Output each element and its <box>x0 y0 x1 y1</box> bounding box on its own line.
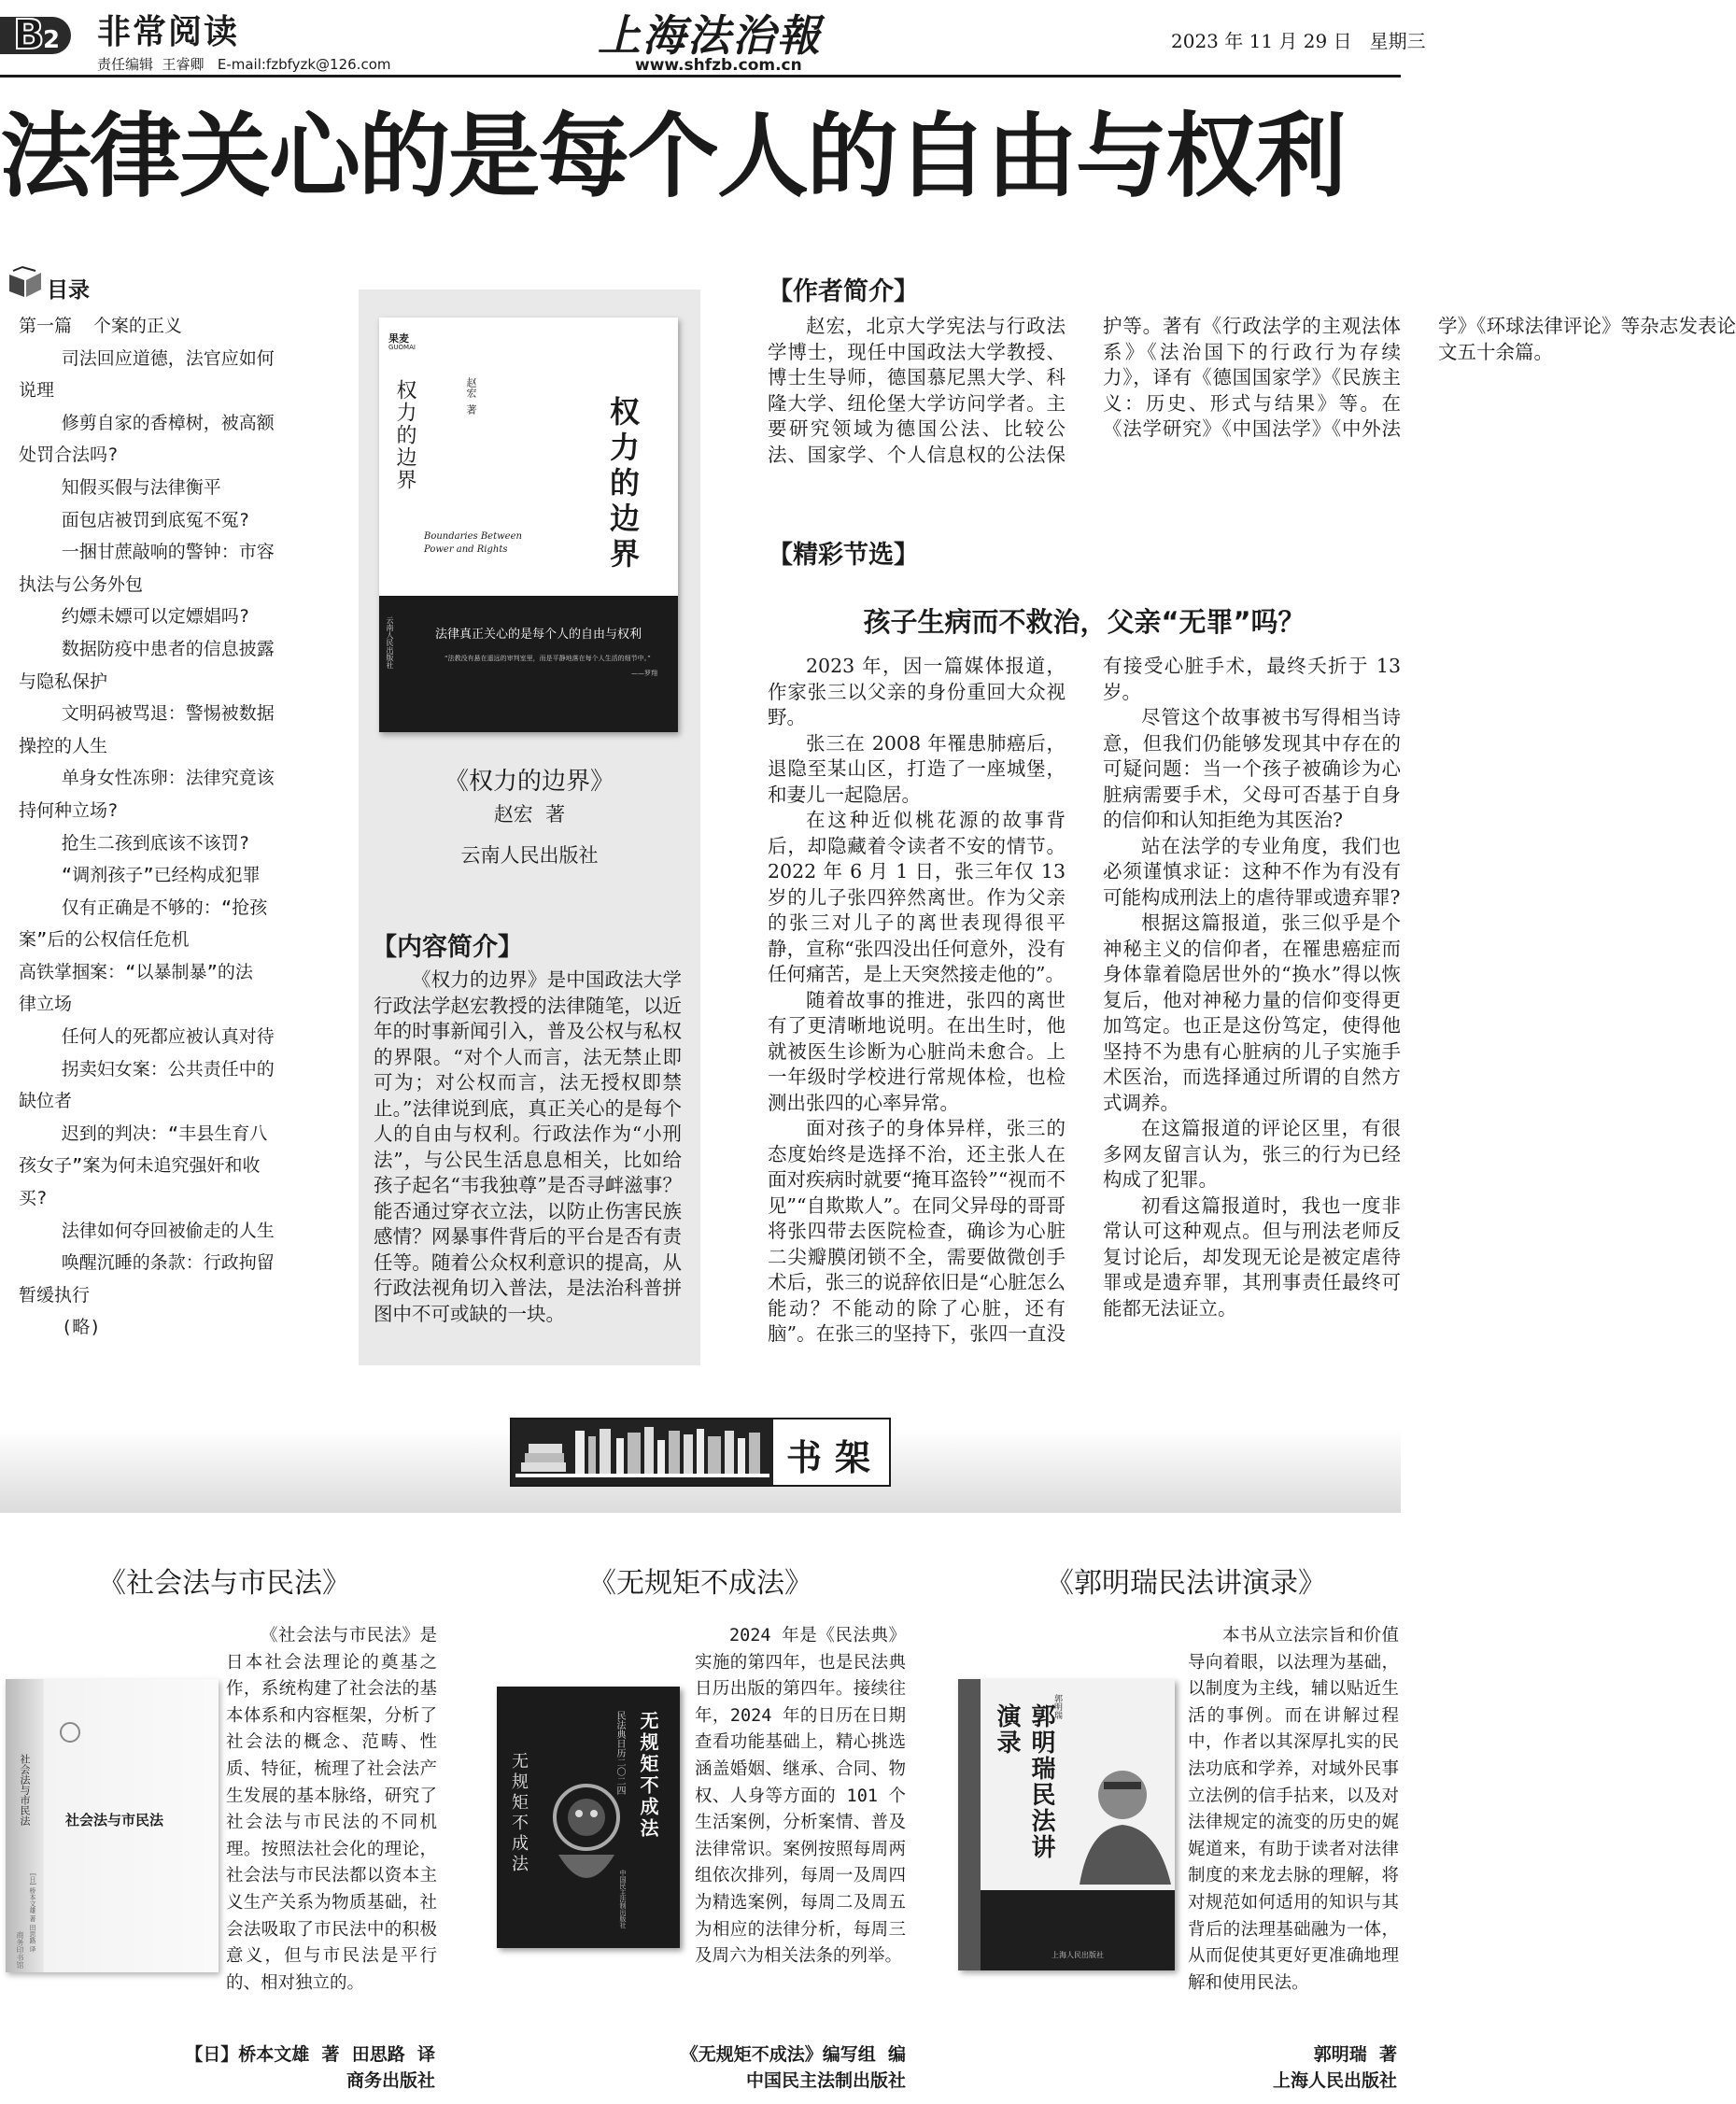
shelf-book-2-credit <box>560 2041 906 2094</box>
cover-band-publisher: 云南人民出版社 <box>386 616 394 669</box>
author-intro-text: 赵宏，北京大学宪法与行政法学博士，现任中国政法大学教授、博士生导师，德国慕尼黑大学、科隆大学、纽伦堡大学访问学者。主要研究领域为德国公法、比较公法、国家学、个人信息权的公法保护等。著有《行政法学的主观法体系》《法治国下的行政行为存续力》，译有《德国国家学》《民族主义：历史、形式与结果》等。在《法学研究》《中国法学》《中外法学》《环球法律评论》等杂志发表论文五十余篇。 <box>768 315 1736 466</box>
cover-english: Boundaries Between Power and Rights <box>424 531 522 555</box>
cover-title-vertical: 权力的边界 <box>605 396 641 573</box>
toc-entry: 修剪自家的香樟树，被高额 <box>19 412 275 433</box>
headline: 法律关心的是每个人的自由与权利 <box>0 104 1346 210</box>
shelf-book-3-portrait <box>1061 1744 1173 1885</box>
cover-spine-title: 权力的边界 <box>393 379 416 491</box>
shelf-book-2-paragraph: 2024 年是《民法典》实施的第四年，也是民法典日历出版的第四年。接续往年，2024 年的日历在日期查看功能基础上，精心挑选涵盖婚姻、继承、合同、物权、人身等方面的 101 个生活案例，分析案情、普及法律常识。案例按照每周两组依次排列，每周一及周四为精选案例，每周二及周五为相应的法律分析，每周三及周六为相关法条的列举。 <box>695 1626 906 1967</box>
shelf-book-1-credit-author: 【日】桥本文雄 著 田思路 译 <box>185 2044 435 2065</box>
toc-entry: 说理 <box>19 380 55 402</box>
toc-entry: 唤醒沉睡的条款：行政拘留 <box>19 1252 275 1274</box>
cover-black-band <box>379 596 678 732</box>
toc-heading: 目录 <box>47 278 90 303</box>
author-intro-heading: 【作者简介】 <box>768 277 919 306</box>
badge-number: 2 <box>43 26 61 54</box>
shelf-book-2-spine-title: 无规矩不成法 <box>509 1752 529 1875</box>
badge-letter: B <box>13 11 45 59</box>
shelf-book-3-cover-title: 郭明瑞民法讲演录 <box>993 1703 1055 1860</box>
shelf-book-1-credit-publisher: 商务出版社 <box>346 2070 435 2091</box>
excerpt-paragraph: 张三在 2008 年罹患肺癌后，退隐至某山区，打造了一座城堡，和妻儿一起隐居。 <box>768 731 1066 806</box>
toc-entry: 第一篇 个案的正义 <box>19 316 182 336</box>
intro-text: 《权力的边界》是中国政法大学行政法学赵宏教授的法律随笔，以近年的时事新闻引入，普及公权与私权的界限。“对个人而言，法无禁止即可为；对公权而言，法无授权即禁止。”法律说到底，真正关心的是每个人的自由与权利。行政法作为“小刑法”，与公民生活息息相关，比如给孩子起名“韦我独尊”是否寻衅滋事？能否通过穿衣立法，以防止伤害民族感情？网暴事件背后的平台是否有责任等。随着公众权利意识的提高，从行政法视角切入普法，是法治科普拼图中不可或缺的一块。 <box>374 968 682 1325</box>
toc-entry: 缺位者 <box>19 1091 73 1112</box>
shelf-book-2-cover-subtitle: 民法典日历二〇二四 <box>614 1711 625 1795</box>
cover-publisher-mark: 果麦 <box>388 332 409 345</box>
cover-quote-by: ——罗翔 <box>631 670 657 677</box>
toc-entry: 案”后的公权信任危机 <box>19 929 190 951</box>
shelf-book-1-cover-author: [日] 桥本文雄 著 田思路 译 <box>29 1873 36 1953</box>
toc-column <box>0 263 291 1365</box>
toc-entry: 高铁掌掴案：“以暴制暴”的法 <box>19 961 253 982</box>
shelf-book-3-title: 《郭明瑞民法讲演录》 <box>1046 1567 1326 1600</box>
excerpt-paragraph: 随着故事的推进，张四的离世有了更清晰地说明。在出生时，他就被医生诊断为心脏尚未愈合。上一年级时学校进行常规体检，也检测出张四的心率异常。 <box>768 988 1066 1114</box>
shelf-book-1-paragraph: 《社会法与市民法》是日本社会法理论的奠基之作，系统构建了社会法的基本体系和内容框架，分析了社会法的概念、范畴、性质、特征，梳理了社会法产生发展的基本脉络，研究了社会法与市民法的不同机理。按照法社会化的理论，社会法与市民法都以资本主义生产关系为物质基础，社会法吸取了市民法中的积极意义，但与市民法是平行的、相对独立的。 <box>226 1626 437 1993</box>
toc-entry: 处罚合法吗? <box>19 445 119 466</box>
shelf-book-1-title: 《社会法与市民法》 <box>98 1567 350 1600</box>
issue-date: 2023 年 11 月 29 日 星期三 <box>1171 30 1426 52</box>
toc-entry: 面包店被罚到底冤不冤? <box>19 509 250 530</box>
shelf-book-3-text <box>1188 1623 1399 1997</box>
bookshelf-banner <box>510 1418 891 1487</box>
toc-entry: 迟到的判决：“丰县生育八 <box>19 1123 268 1144</box>
toc-entry: 知假买假与法律衡平 <box>19 476 221 498</box>
toc-entry: 律立场 <box>19 994 73 1015</box>
toc-entry: (略) <box>19 1317 101 1338</box>
excerpt-paragraph: 在这种近似桃花源的故事背后，却隐藏着令读者不安的情节。2022 年 6 月 1 日，张三年仅 13 岁的儿子张四猝然离世。作为父亲的张三对儿子的离世表现得很平静，宣称“张四没出任何意外，没有任何痛苦，是上天突然接走他的”。 <box>768 809 1066 985</box>
shelf-book-2-cover <box>497 1687 680 1948</box>
cover-publisher-sub: GUOMAI <box>388 344 416 351</box>
excerpt-body <box>768 654 1401 1362</box>
feature-book-author: 赵宏 著 <box>493 803 566 826</box>
shelf-book-1-spine-title: 社会法与市民法 <box>19 1754 31 1826</box>
excerpt-paragraph: 2023 年，因一篇媒体报道，作家张三以父亲的身份重回大众视野。 <box>768 655 1066 728</box>
feature-book-cover <box>379 318 678 732</box>
toc-entry: 孩女子”案为何未追究强奸和收 <box>19 1155 261 1177</box>
toc-entry: 拐卖妇女案：公共责任中的 <box>19 1058 275 1080</box>
excerpt-columns <box>768 654 1401 1363</box>
toc-entry: 任何人的死都应被认真对待 <box>19 1026 275 1048</box>
toc-entry: 持何种立场? <box>19 799 119 821</box>
shelf-book-3-credit-publisher: 上海人民出版社 <box>1272 2070 1397 2091</box>
toc-entry: 抢生二孩到底该不该罚? <box>19 832 250 854</box>
shelf-book-1-credit <box>93 2041 435 2094</box>
toc-entry: 约嫖未嫖可以定嫖娼吗? <box>19 606 250 628</box>
feature-book-publisher: 云南人民出版社 <box>460 844 599 867</box>
excerpt-title: 孩子生病而不救治，父亲“无罪”吗？ <box>863 606 1306 638</box>
toc-entry: 一捆甘蔗敲响的警钟：市容 <box>19 542 275 563</box>
shelf-book-2-cover-title: 无规矩不成法 <box>637 1711 659 1840</box>
shelf-book-2-title: 《无规矩不成法》 <box>588 1567 812 1600</box>
paper-name-logo: 上海法治報 <box>598 10 822 61</box>
website: www.shfzb.com.cn <box>635 56 802 75</box>
shelf-book-2-cover-publisher: 中国民主法制出版社 <box>619 1870 627 1928</box>
toc-entry: 与隐私保护 <box>19 671 108 692</box>
toc-entry: 文明码被骂退：警惕被数据 <box>19 703 275 725</box>
excerpt-paragraph: 站在法学的专业角度，我们也必须谨慎求证：这种不作为有没有可能构成刑法上的虐待罪或遗弃罪? <box>1103 834 1401 909</box>
shelf-book-2-credit-publisher: 中国民主法制出版社 <box>745 2070 906 2091</box>
bookshelf-illustration <box>512 1419 773 1485</box>
shelf-book-3-spine <box>958 1679 981 1970</box>
books-on-shelf-icon <box>512 1419 773 1485</box>
toc-entry: 执法与公务外包 <box>19 573 144 595</box>
shelf-book-1-cover-title: 社会法与市民法 <box>65 1812 164 1829</box>
shelf-book-2-text <box>695 1623 906 1970</box>
shelf-book-2-credit-author: 《无规矩不成法》编写组 编 <box>680 2044 906 2065</box>
shelf-book-1-text <box>226 1623 437 1997</box>
intro-heading: 【内容简介】 <box>372 933 523 962</box>
editor-line: 责任编辑 王睿卿 E-mail:fzbfyzk@126.com <box>97 56 391 73</box>
shelf-book-3-cover <box>958 1679 1175 1970</box>
toc-entry: “调剂孩子”已经构成犯罪 <box>19 865 261 886</box>
toc-list <box>19 310 289 1344</box>
excerpt-paragraph: 根据这篇报道，张三似乎是个神秘主义的信仰者，在罹患癌症而身体靠着隐居世外的“换水”得以恢复后，他对神秘力量的信仰变得更加笃定。也正是这份笃定，使得他坚持不为患有心脏病的儿子实施手术医治，而选择通过所谓的自然方式调养。 <box>1103 911 1401 1114</box>
toc-entry: 单身女性冻卵：法律究竟该 <box>19 768 275 789</box>
shelf-book-3-credit-author: 郭明瑞 著 <box>1313 2044 1397 2065</box>
shelf-book-1-emblem-icon <box>60 1722 80 1743</box>
toc-entry: 数据防疫中患者的信息披露 <box>19 638 275 659</box>
shelf-book-3-credit <box>1121 2041 1397 2094</box>
excerpt-paragraph: 初看这篇报道时，我也一度非常认可这种观点。但与刑法老师反复讨论后，却发现无论是被定虐待罪或是遗弃罪，其刑事责任最终可能都无法证立。 <box>1103 1193 1401 1320</box>
toc-entry: 买? <box>19 1188 48 1209</box>
page-header <box>0 0 1426 75</box>
excerpt-paragraph: 在这篇报道的评论区里，有很多网友留言认为，张三的行为已经构成了犯罪。 <box>1103 1117 1401 1191</box>
excerpt-heading: 【精彩节选】 <box>768 541 919 570</box>
toc-entry: 司法回应道德，法官应如何 <box>19 347 275 369</box>
feature-book-title: 《权力的边界》 <box>444 768 614 796</box>
shelf-book-3-cover-publisher: 上海人民出版社 <box>1051 1951 1104 1959</box>
cover-quote: “法教没有悬在遥远的审判室里，而是平静地落在每个人生活的细节中。” <box>445 655 651 662</box>
page-badge <box>0 7 73 60</box>
cover-author-vertical: 赵宏 著 <box>465 377 477 415</box>
bookshelf-label: 书架 <box>786 1437 884 1478</box>
shelf-book-3-cover-author: 郭明瑞 <box>1052 1694 1062 1719</box>
section-name: 非常阅读 <box>97 13 240 51</box>
shelf-book-1-cover-publisher: 商务印书馆 <box>16 1931 24 1969</box>
toc-entry: 法律如何夺回被偷走的人生 <box>19 1220 275 1241</box>
header-rule <box>0 75 1401 78</box>
toc-book-icon <box>7 267 43 299</box>
toc-entry: 暂缓执行 <box>19 1284 91 1306</box>
author-intro-columns <box>768 314 1736 482</box>
toc-entry: 操控的人生 <box>19 735 108 756</box>
shelf-book-3-paragraph: 本书从立法宗旨和价值导向着眼，以法理为基础，以制度为主线，辅以贴近生活的事例。而在讲解过程中，作者以其深厚扎实的民法功底和学养，对域外民事立法例的信手拈来，以及对法律规定的流变的历史的娓娓道来，有助于读者对法律制度的来龙去脉的理解，将对规范如何适用的知识与其背后的法理基础融为一体，从而促使其更好更准确地理解和使用民法。 <box>1188 1626 1399 1993</box>
toc-entry: 仅有正确是不够的：“抢孩 <box>19 897 268 918</box>
excerpt-paragraph: 面对孩子的身体异样，张三的态度始终是选择不治，还主张人在面对疾病时就要“掩耳盗铃”“视而不见”“自欺欺人”。在同父异母的哥哥将张四带去医院检查，确诊为心脏二尖瓣膜闭锁不全，需要做微创手术后，张三的说辞依旧是“心脏怎么能动？不能动的除了心脏，还有脑”。在张三的坚持下，张四一直没有接受心脏手术，最终夭折于 13 岁。 <box>768 655 1401 1345</box>
cover-tagline: 法律真正关心的是每个人的自由与权利 <box>435 628 642 642</box>
shelf-book-1-cover <box>6 1679 219 1972</box>
excerpt-paragraph: 尽管这个故事被书写得相当诗意，但我们仍能够发现其中存在的可疑问题：当一个孩子被确诊为心脏病需要手术，父母可否基于自身的信仰和认知拒绝为其医治? <box>1103 706 1401 831</box>
